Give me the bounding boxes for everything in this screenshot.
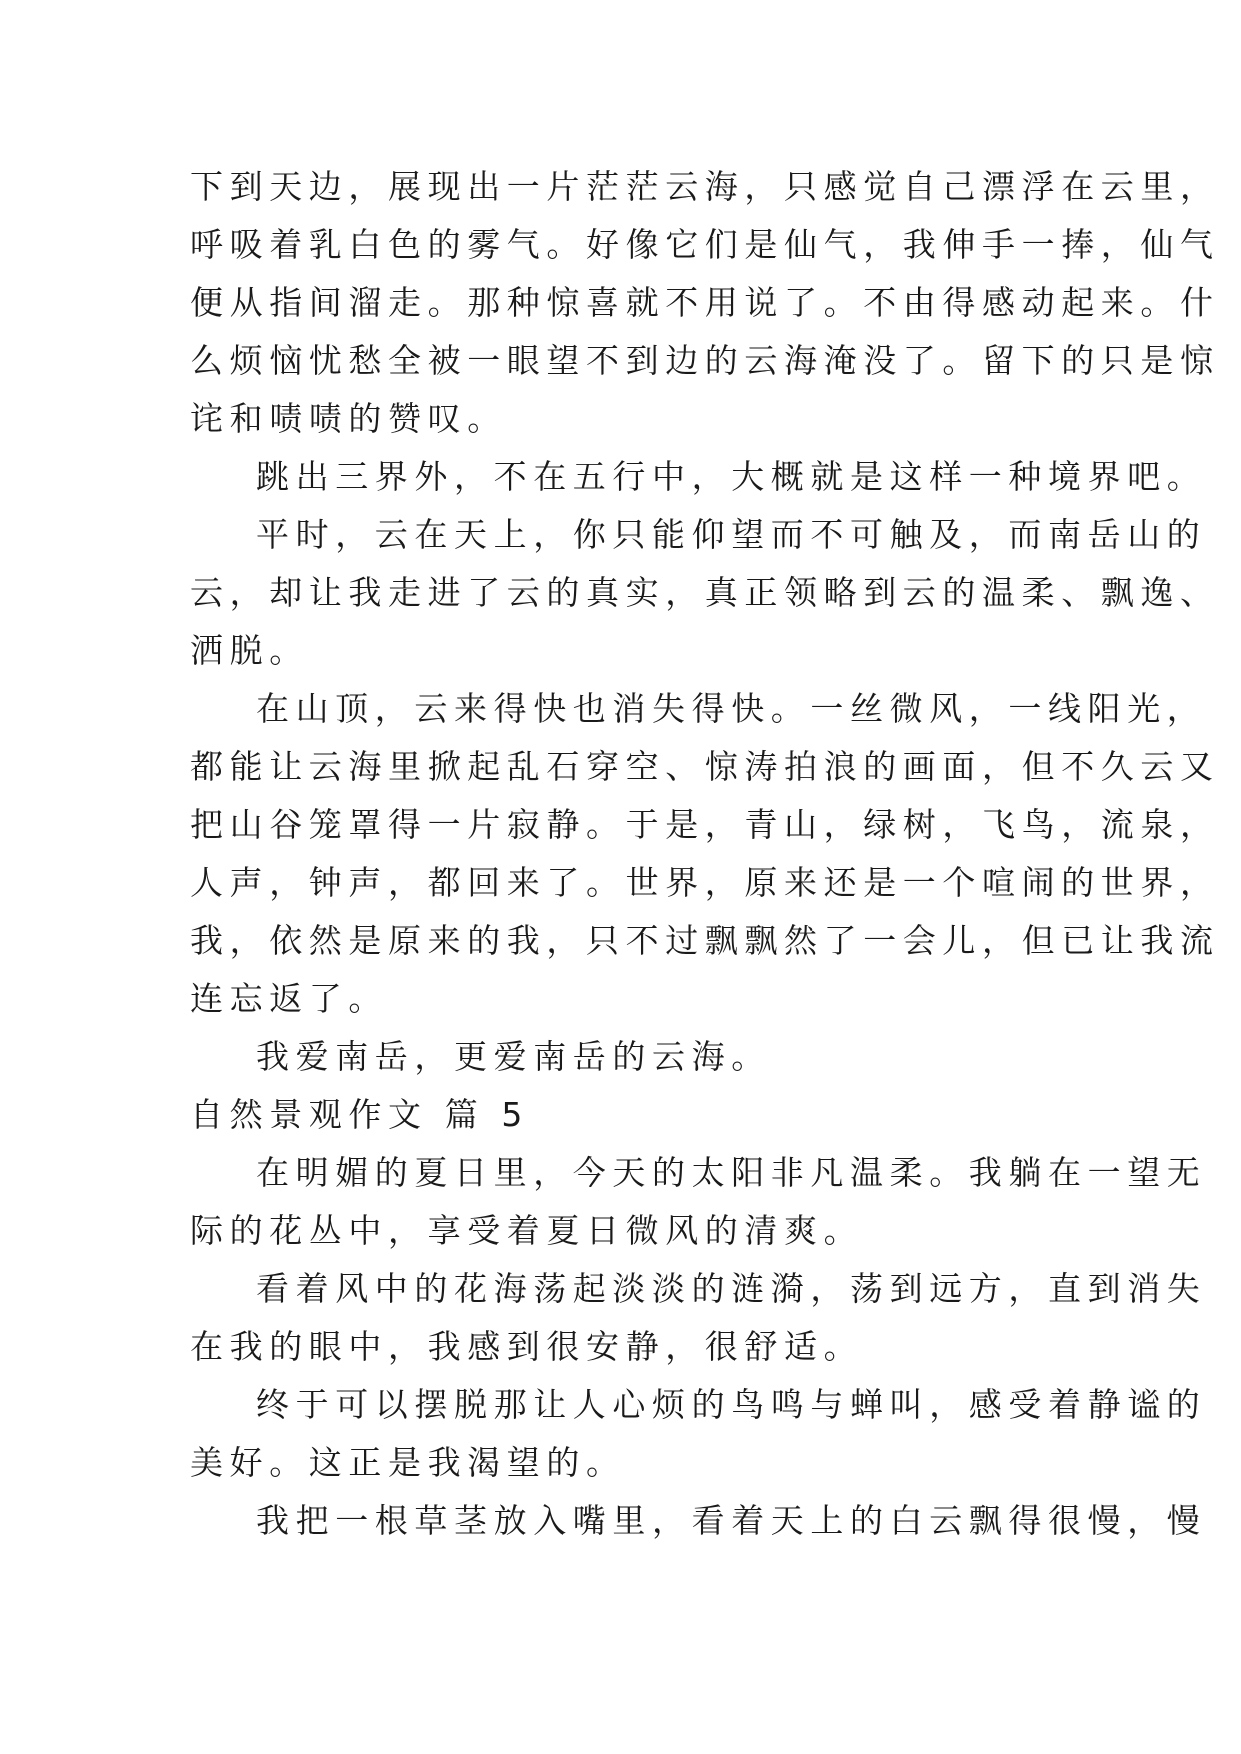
text-line: 云，却让我走进了云的真实，真正领略到云的温柔、飘逸、 xyxy=(190,573,1220,612)
text-line: 际的花丛中，享受着夏日微风的清爽。 xyxy=(190,1211,864,1250)
text-line: 我，依然是原来的我，只不过飘飘然了一会儿，但已让我流 xyxy=(190,921,1220,960)
paragraph-first-line: 看着风中的花海荡起淡淡的涟漪，荡到远方，直到消失 xyxy=(256,1269,1207,1308)
paragraph-first-line: 跳出三界外，不在五行中，大概就是这样一种境界吧。 xyxy=(256,457,1207,496)
paragraph-first-line: 终于可以摆脱那让人心烦的鸟鸣与蝉叫，感受着静谧的 xyxy=(256,1385,1207,1424)
text-line: 么烦恼忧愁全被一眼望不到边的云海淹没了。留下的只是惊 xyxy=(190,341,1220,380)
text-line: 诧和啧啧的赞叹。 xyxy=(190,399,507,438)
text-line: 洒脱。 xyxy=(190,631,309,670)
paragraph-first-line: 我爱南岳，更爱南岳的云海。 xyxy=(256,1037,771,1076)
text-line: 下到天边，展现出一片茫茫云海，只感觉自己漂浮在云里， xyxy=(190,167,1220,206)
paragraph-first-line: 我把一根草茎放入嘴里，看着天上的白云飘得很慢，慢 xyxy=(256,1501,1207,1540)
text-line: 都能让云海里掀起乱石穿空、惊涛拍浪的画面，但不久云又 xyxy=(190,747,1220,786)
section-heading: 自然景观作文 篇 5 xyxy=(190,1095,529,1134)
paragraph-first-line: 平时，云在天上，你只能仰望而不可触及，而南岳山的 xyxy=(256,515,1207,554)
paragraph-first-line: 在山顶，云来得快也消失得快。一丝微风，一线阳光， xyxy=(256,689,1207,728)
text-line: 连忘返了。 xyxy=(190,979,388,1018)
text-line: 呼吸着乳白色的雾气。好像它们是仙气，我伸手一捧，仙气 xyxy=(190,225,1220,264)
text-line: 在我的眼中，我感到很安静，很舒适。 xyxy=(190,1327,864,1366)
text-line: 便从指间溜走。那种惊喜就不用说了。不由得感动起来。什 xyxy=(190,283,1220,322)
text-line: 人声，钟声，都回来了。世界，原来还是一个喧闹的世界， xyxy=(190,863,1220,902)
text-line: 把山谷笼罩得一片寂静。于是，青山，绿树，飞鸟，流泉， xyxy=(190,805,1220,844)
paragraph-first-line: 在明媚的夏日里，今天的太阳非凡温柔。我躺在一望无 xyxy=(256,1153,1207,1192)
text-line: 美好。这正是我渴望的。 xyxy=(190,1443,626,1482)
